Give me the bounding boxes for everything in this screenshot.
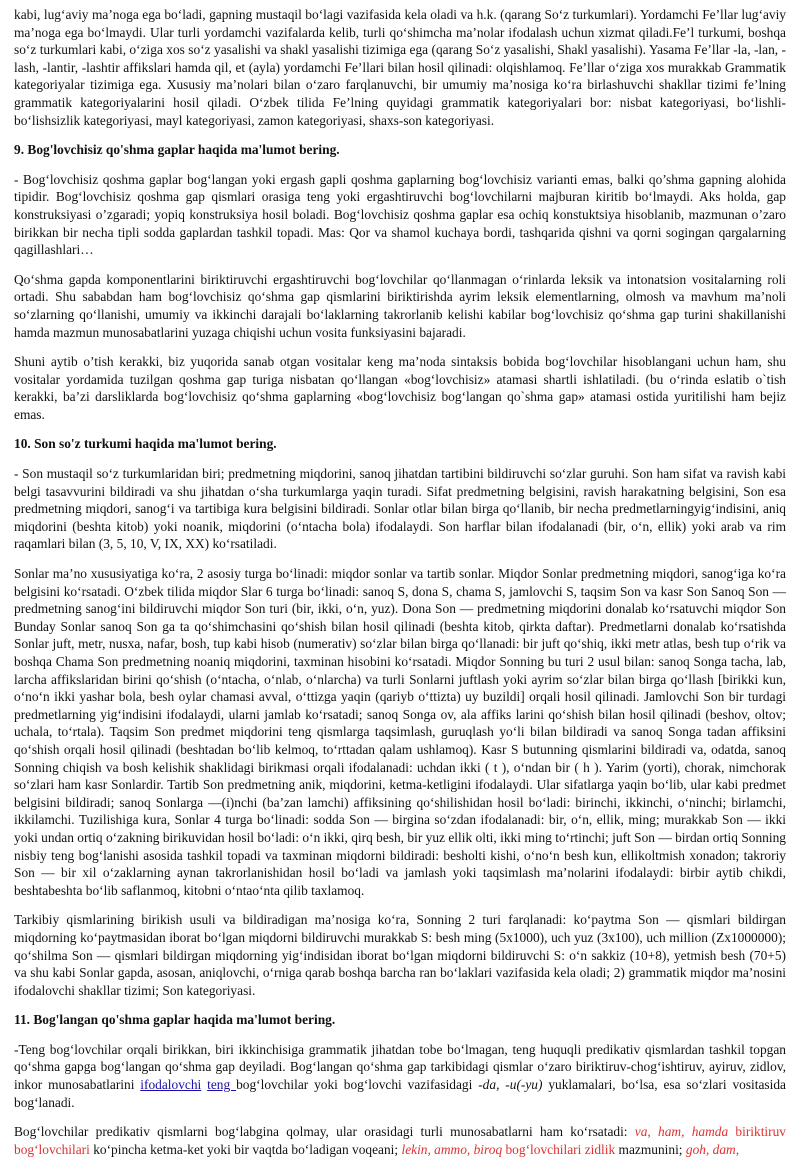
link-ifodalovchi[interactable]: ifodalovchi bbox=[140, 1077, 202, 1093]
section-11-p2-text-a: Bog‘lovchilar predikativ qismlarni bog‘labgina qolmay, ular orasidagi turli munosabatlarni ham ko‘rsatadi: bbox=[14, 1124, 635, 1140]
link-teng[interactable]: teng bbox=[207, 1077, 237, 1093]
section-9-paragraph-1: - Bog‘lovchisiz qoshma gaplar bog‘langan yoki ergash gapli qoshma gaplarning bog‘lovchisiz varianti emas, balki qo’shma gapning alohida tipidir. Bog‘lovchisiz qoshma gap qismlari orasiga teng yoki ergashtiruvchi bog‘lovchilarni majburan kiritib bo‘lmaydi. Aks holda, gap konstruksiyasi o’zgaradi; yopiq konstruksiya hosil boladi. Bog‘lovchisiz qoshma gaplar esa ochiq konstuktsiya hisoblanib, mazmunan o’zaro birikkan bir necha tipli sodda gaplardan tashkil topadi. Mas: Qor va shamol kuchaya bordi, tashqarida qishni va qorni sogingan qargalarning qagillashlari… bbox=[14, 171, 786, 258]
highlight-conjunctions-2: lekin, ammo, biroq bbox=[401, 1141, 503, 1157]
section-11-p2-text-c: mazmunini; bbox=[615, 1141, 686, 1157]
section-10-paragraph-2: Sonlar ma’no xususiyatiga ko‘ra, 2 asosiy turga bo‘linadi: miqdor sonlar va tartib sonlar. Miqdor Sonlar predmetning miqdori, sanog‘iga ko‘ra belgisini ko‘rsatadi. O‘zbek tilida miqdor Slar 6 turga bo‘linadi: sanoq S, dona S, chama S, jamlovchi S, taqsim Son va kasr Son Sanoq Son — predmetning sanog‘ini bildiruvchi miqdor Son turi (bir, ikki, o‘n, yuz). Dona Son — predmetning miqdorini donalab ko‘rsatuvchi miqdor Son Bunday Sonlar sanoq Son ga ta qo‘shimchasini qo‘shish bilan hosil qilinadi (beshta kitob, qirkta daftar). Predmetlarni donalab ko‘rsatishda Sonlar juft, metr, nusxa, nafar, bosh, tup kabi hisob (numerativ) so‘zlar bilan birga qo‘llanadi: bir juft qo‘shiq, ikki metr atlas, besh tup o‘rik va boshqa Chama Son predmetning noaniq miqdorini, taxminan hisobini ko‘rsatadi. Miqdor Sonning bu turi 2 usul bilan: sanoq Songa tacha, lab, larcha affikslaridan birini qo‘shish (o‘ntacha, o‘nlab, o‘nlarcha) va turli Sonlarni juftlash yoki ayrim so‘zlar bilan birga qo‘llash [birikki kun, o‘no‘n ikki yashar bola, besh oylar chamasi avval, o‘ttizga yaqin (qariyb o‘ttizta) uy buzildi] orqali hosil qilinadi. Jamlovchi Son bir turdagi predmetlarning yig‘indisini ifodalaydi, ularni jamlab ko‘rsatadi; sanoq Songa ov, ala affiks larini qo‘shish bilan hosil qilinadi (beshov, oltov; uchala, to‘rtala). Taqsim Son predmet miqdorini teng qismlarga taqsimlash, guruqlash yo‘li bilan bildiradi va sanoq Songa tadan affiksini qo‘shish orqali hosil qilinadi (beshtadan bo‘lib kelmoq, to‘rttadan qalam ushlamoq). Kasr S butunning qismlarini bildiradi va, odatda, sanoq Sonning chiqish va bosh kelishik shaklidagi birikmasi orqali ifodalanadi: uchdan ikki ( t ), o‘ndan bir ( h ). Yarim (yorti), chorak, nimchorak so‘zlari ham kasr Sonlardir. Tartib Son predmetning anik, miqdorini, ketma-ketligini ifodalaydi. Ular sifatlarga yaqin bo‘lib, ular kabi predmet belgisini bildiradi; sanoq Sonlarga —(i)nchi (ba’zan lamchi) affiksining qo‘shilishidan hosil bo‘ladi: birinchi, ikkinchi, o‘ninchi; birlamchi, ikkilamchi. Tuzilishiga kura, Sonlar 4 turga bo‘linadi: sodda Son — birgina so‘zdan ifodalanadi: bir, o‘n, ellik, ming; murakkab Son — ikki yoki undan ortiq o‘zakning birikuvidan hosil bo‘ladi: o‘n ikki, qirq besh, bir yuz ellik olti, ikki ming to‘rtinchi; juft Son — birdan ortiq Sonning nisbiy teng bog‘lanishi asosida tashkil topadi va taxminan miqdorni bildiradi: besholti kishi, o‘no‘n besh kun, ellikoltmish xonadon; takroriy Son — bir xil o‘zaklarning aynan takrorlanishidan hosil bo‘ladi va jamlash yoki taqsimlash ma’nolarini ifodalaydi: birbir aytib chikdi, beshtabeshta bo‘lib saflanmoq, kitobni o‘ntao‘nta qilib taxlamoq. bbox=[14, 566, 786, 898]
highlight-conjunctions-1: va, ham, hamda bbox=[634, 1124, 729, 1140]
section-9-heading: 9. Bog'lovchisiz qo'shma gaplar haqida ma'lumot bering. bbox=[14, 142, 340, 158]
section-11-paragraph-2 bbox=[14, 1123, 786, 1158]
section-11-heading: 11. Bog'langan qo'shma gaplar haqida ma'lumot bering. bbox=[14, 1012, 336, 1028]
section-10-paragraph-3: Tarkibiy qismlarining birikish usuli va bildiradigan ma’nosiga ko‘ra, Sonning 2 turi farqlanadi: ko‘paytma Son — qismlari bildirgan miqdorning ko‘paytmasidan iborat bo‘lgan miqdorni bildiruvchi murakkab S: besh ming (5x1000), uch yuz (3x100), uch million (Zx1000000); qo‘shilma Son — qismlari bildirgan miqdorning yig‘indisidan iborat bo‘lgan miqdorni bildiruvchi S: o‘n sakkiz (10+8), yetmish besh (70+5) va shu kabi Sonlar gapda, asosan, aniqlovchi, o‘rniga qarab boshqa barcha ran bo‘laklari vazifasida kela oladi; 2) grammatik miqdor ma’nosini ifodalovchi shakllar tizimi; Son kategoriyasi. bbox=[14, 912, 786, 998]
highlight-term-2: bog‘lovchilari zidlik bbox=[502, 1141, 616, 1157]
section-11-p1-text-c: yuklamalari, bo‘lsa, esa so‘zlari vositasida bog‘lanadi. bbox=[14, 1077, 786, 1110]
intro-paragraph: kabi, lug‘aviy ma’noga ega bo‘ladi, gapning mustaqil bo‘lagi vazifasida kela oladi va h.k. (qarang So‘z turkumlari). Yordamchi Fe’llar lug‘aviy ma’noga ega bo‘lmaydi. Ular turli yordamchi vazifalarda kelib, turli qo‘shimcha ma’nolar ifodalash uchun xizmat qiladi.Fe’l turkumi, boshqa so‘z turkumlari kabi, o‘ziga xos so‘z yasalishi va shakl yasalishi tizimiga ega (qarang So‘z yasalishi, Shakl yasalishi). Yasama Fe’llar -la, -lan, -lash, -lantir, -lashtir affikslari hamda qil, et (ayla) yordamchi Fe’llari bilan hosil qilinadi: olqishlamoq. Fe’llar o‘ziga xos murakkab Grammatik kategoriyalar tizimiga ega. Xususiy ma’nolari bilan o‘zaro farqlanuvchi, bir umumiy ma’nosiga ko‘ra birlashuvchi shakllar tizimi fe’lning grammatik kategoriyalarini hosil qiladi. O‘zbek tilida Fe’lning quyidagi grammatik kategoriyalari bor: nisbat kategoriyasi, bo‘lishli-bo‘lishsizlik kategoriyasi, mayl kategoriyasi, zamon kategoriyasi, shaxs-son kategoriyasi. bbox=[14, 7, 786, 128]
section-11-paragraph-1 bbox=[14, 1041, 786, 1111]
section-9-paragraph-3: Shuni aytib o’tish kerakki, biz yuqorida sanab otgan vositalar keng ma’noda sintaksis bobida bog‘lovchilar hisoblangani uchun ham, shu vositalar yordamida tuzilgan qoshma gap turiga nisbatan qo‘llangan «bog‘lovchisiz» atamasi shartli ishlatiladi. (bu o‘rinda eslatib o`tish kerakki, ba’zi darsliklarda bog‘lovchisiz qo‘shma gaplarning «bog‘lovchisiz bog‘langan qo`shma gap» atamasi ostida yuritilishi ham bejiz emas. bbox=[14, 354, 786, 422]
section-11-p1-italic: -da, -u(-yu) bbox=[478, 1077, 543, 1093]
section-9-paragraph-2: Qo‘shma gapda komponentlarini biriktiruvchi ergashtiruvchi bog‘lovchilar qo‘llanmagan o‘rinlarda leksik va intonatsion vositalarning roli ortadi. Shu sababdan ham bog‘lovchisiz qo‘shma gap qismlarini biriktirishda ayrim leksik elementlarning, olmosh va mavhum ma’noli so‘zlarning qo‘llanishi, umumiy va ikkinchi darajali bo‘laklarning takrorlanib kelishi kabilar bog‘lovchisiz qo‘shma gap turini shakillanishi hamda mazmun munosabatlarini yuzaga chiqishi uchun vosita funksiyasini bajaradi. bbox=[14, 271, 786, 340]
section-10-paragraph-1: - Son mustaqil so‘z turkumlaridan biri; predmetning miqdorini, sanoq jihatdan tartibini bildiruvchi so‘zlar guruhi. Son ham sifat va ravish kabi belgi tasavvurini bildiradi va shu jihatdan o‘sha turkumlarga yaqin turadi. Sifat predmetning belgisini, ravish harakatning belgisini, Son esa predmetning miqdori, sanog‘i va tartibiga kura belgisini bildiradi. Sonlar otlar bilan birga qo‘llanib, bir necha predmetlarningyig‘indisini, aniq miqdorini (beshta kitob) yoki noanik, miqdorini (o‘ntacha bola) ifodalaydi. Son harflar bilan ifodalanadi (bir, o‘n, ellik) yoki arab va rim raqamlari bilan (3, 5, 10, V, IX, XX) ko‘rsatiladi. bbox=[14, 466, 786, 552]
highlight-term-1: biriktiruv bog‘lovchilari bbox=[14, 1124, 786, 1157]
highlight-conjunctions-3: goh, dam, bbox=[685, 1141, 740, 1157]
section-11-p1-text-b: bog‘lovchilar yoki bog‘lovchi vazifasidagi bbox=[236, 1077, 479, 1093]
section-10-heading: 10. Son so'z turkumi haqida ma'lumot bering. bbox=[14, 436, 277, 452]
section-11-p2-text-b: ko‘pincha ketma-ket yoki bir vaqtda bo‘ladigan voqeani; bbox=[89, 1141, 402, 1157]
section-11-p1-text-a: -Teng bog‘lovchilar orqali birikkan, biri ikkinchisiga grammatik jihatdan tobe bo‘lmagan, teng huquqli predikativ qismlardan tashkil topgan qo‘shma gapga bog‘langan qo‘shma gap deyiladi. Bog‘langan qo‘shma gap tarkibidagi qismlar o‘zaro biriktiruv-chog‘ishtiruv, ayiruv, zidlov, inkor munosabatlarini bbox=[14, 1041, 786, 1093]
